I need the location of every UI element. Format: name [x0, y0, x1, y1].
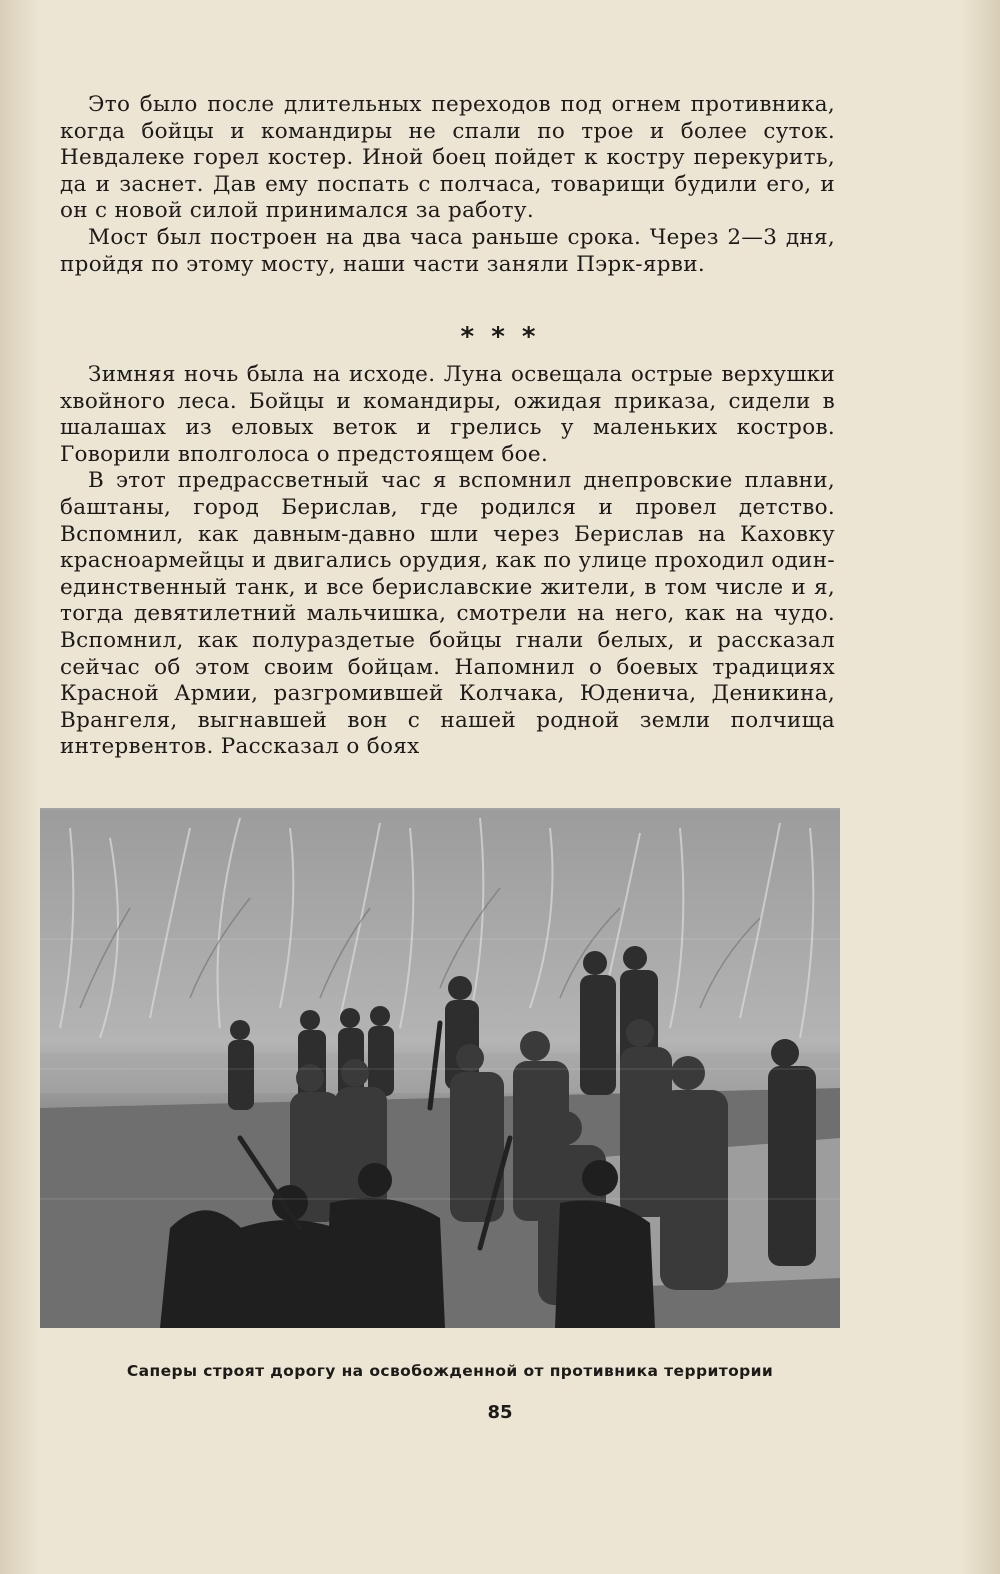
photograph-sappers: [40, 808, 840, 1328]
section-separator: * * *: [460, 322, 540, 352]
paragraph: Это было после длительных переходов под огнем противника, когда бойцы и командиры не спали по трое и более суток. Невдалеке горел костер. Иной боец пойдет к костру перекурить, да и заснет. Дав ему поспать с полчаса, товарищи будили его, и он с новой силой принимался за работу.: [60, 92, 835, 224]
text-section-2: [60, 362, 835, 761]
paragraph: Мост был построен на два часа раньше срока. Через 2—3 дня, пройдя по этому мосту, наши части заняли Пэрк-ярви.: [60, 224, 835, 277]
paragraph: Зимняя ночь была на исходе. Луна освещала острые верхушки хвойного леса. Бойцы и командиры, ожидая приказа, сидели в шалашах из еловых веток и грелись у маленьких костров. Говорили вполголоса о предстоящем бое.: [60, 362, 835, 467]
page-number: 85: [487, 1402, 513, 1423]
paragraph: В этот предрассветный час я вспомнил днепровские плавни, баштаны, город Берислав, где родился и провел детство. Вспомнил, как давным-давно шли через Берислав на Каховку красноармейцы и двигались орудия, как по улице проходил один-единственный танк, и все бериславские жители, в том числе и я, тогда девятилетний мальчишка, смотрели на него, как на чудо. Вспомнил, как полураздетые бойцы гнали белых, и рассказал сейчас об этом своим бойцам. Напомнил о боевых традициях Красной Армии, разгромившей Колчака, Юденича, Деникина, Врангеля, выгнавшей вон с нашей родной земли полчища интервентов. Рассказал о боях: [60, 468, 835, 760]
photo-caption: Саперы строят дорогу на освобожденной от противника территории: [126, 1362, 774, 1380]
photo-illustration: [40, 808, 840, 1328]
text-section-1: [60, 92, 835, 278]
